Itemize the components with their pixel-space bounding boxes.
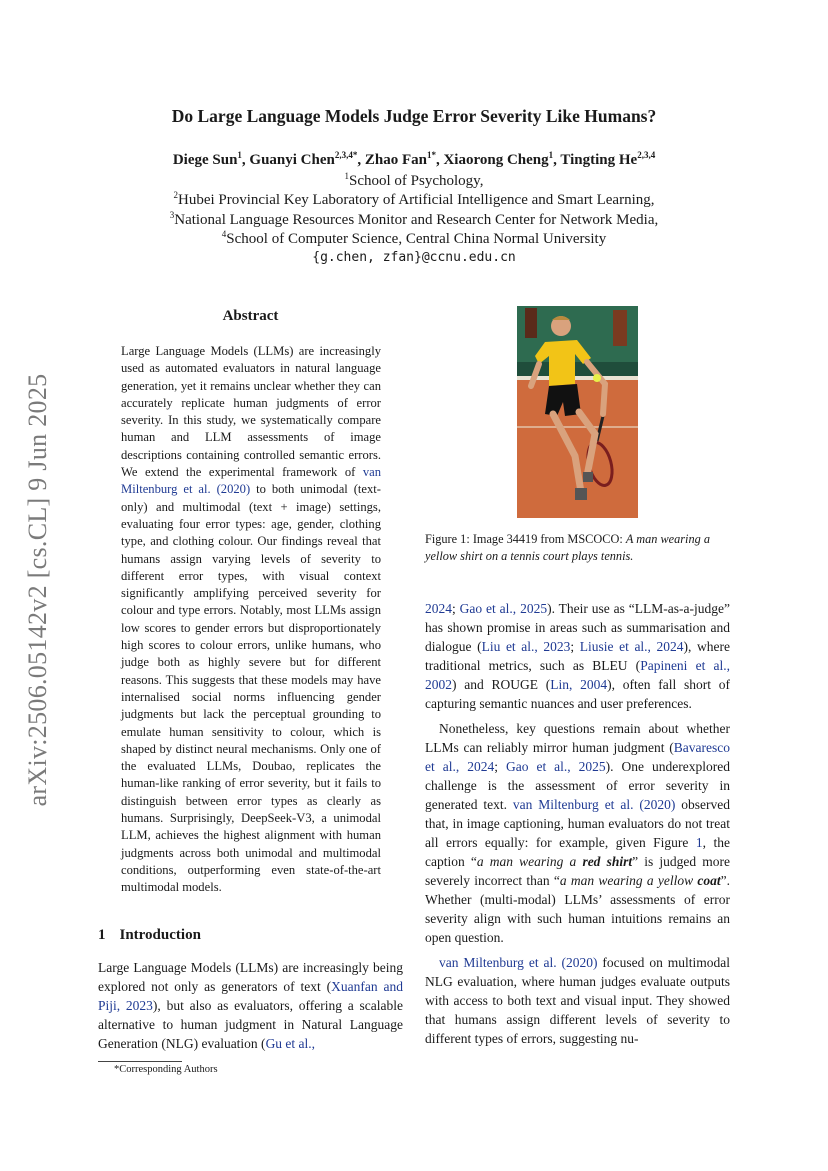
contact-email[interactable]: {g.chen, zfan}@ccnu.edu.cn [312, 250, 516, 265]
citation-link[interactable]: van Miltenburg et al. (2020) [121, 465, 381, 497]
arxiv-stamp [8, 330, 68, 850]
author-affiliation-mark: 2,3,4 [637, 150, 656, 160]
paragraph: 2024; Gao et al., 2025). Their use as “LLM-as-a-judge” has shown promise in areas such as summarisation and dialogue (Liu et al., 2023; Liusie et al., 2024), where traditional metrics, such as BLEU (Papineni et al., 2002) and ROUGE (Lin, 2004), often fall short of capturing semantic nuances and user preferences. [425, 601, 731, 711]
citation-link[interactable]: Gao et al., 2025 [505, 759, 606, 774]
tennis-photo-illustration [517, 306, 638, 518]
author-affiliation-mark: 1* [426, 150, 436, 160]
author-name: Xiaorong Cheng [443, 152, 549, 168]
abstract-body: Large Language Models (LLMs) are increasingly used as automated evaluators in natural language generation, yet it remains unclear whether they can accurately replicate human judgments of error severity. In this study, we systematically compare human and LLM assessments of image descriptions containing controlled semantic errors. We extend the experimental framework of van Miltenburg et al. (2020) to both unimodal (text-only) and multimodal (text + image) settings, evaluating four error types: age, gender, clothing type, and clothing colour. Our findings reveal that humans assign varying levels of severity to different error types, with visual context significantly amplifying perceived severity for colour and type errors. Notably, most LLMs assign low scores to gender errors but disproportionately high scores to colour errors, unlike humans, who judge both as highly severe but for different reasons. This suggests that these models may have internalised social norms influencing gender judgments but lack the perceptual grounding to emulate human sensitivity to colour, which is shaped by distinct neural mechanisms. Only one of the evaluated LLMs, Doubao, replicates the human-like ranking of error severity, but it fails to distinguish between error types as clearly as humans. Surprisingly, DeepSeek-V3, a unimodal LLM, achieves the highest alignment with human judgments across both unimodal and multimodal conditions, outperforming even state-of-the-art multimodal models. [121, 344, 381, 895]
figure-caption: Figure 1: Image 34419 from MSCOCO: A man wearing a yellow shirt on a tennis court plays tennis. [425, 532, 710, 563]
figure-ref-link[interactable]: 1 [695, 835, 703, 850]
footnote: *Corresponding Authors [114, 1064, 218, 1075]
author-name: Diege Sun [172, 152, 238, 168]
citation-link[interactable]: van Miltenburg et al. (2020) [512, 797, 676, 812]
author-affiliation-mark: 1 [237, 150, 242, 160]
figure-tennis-photo [517, 306, 638, 518]
citation-link[interactable]: Gao et al., 2025 [459, 601, 548, 616]
citation-link[interactable]: Gu et al., [265, 1036, 316, 1051]
affiliation-1: $^1$School of Psychology, [344, 171, 484, 189]
author-affiliation-mark: 2,3,4* [334, 150, 358, 160]
footnote-rule [98, 1061, 182, 1062]
arxiv-id: arXiv:2506.05142v2 [cs.CL] 9 Jun 2025 [23, 373, 52, 807]
paragraph: Nonetheless, key questions remain about whether LLMs can reliably mirror human judgment (Bavaresco et al., 2024; Gao et al., 2025). One underexplored challenge is the assessment of error severity in generated text. van Miltenburg et al. (2020) observed that, in image captioning, human evaluators do not treat all errors equally: for example, given Figure 1, the caption “a man wearing a red shirt” is judged more severely incorrect than “a man wearing a yellow coat”. Whether (multi-modal) LLMs’ assessments of error severity align with such human intuitions remains an open question. [425, 721, 731, 945]
affiliation-2: $^2$Hubei Provincial Key Laboratory of Artificial Intelligence and Smart Learning, [173, 190, 655, 208]
paragraph: van Miltenburg et al. (2020) focused on multimodal NLG evaluation, where human judges evaluate outputs with access to both text and visual input. They showed that humans assign different levels of severity to different types of errors, suggesting nu- [425, 955, 730, 1046]
citation-link[interactable]: Xuanfan and Piji, 2023 [98, 979, 403, 1013]
affiliation-3: $^3$National Language Resources Monitor and Research Center for Network Media, [169, 210, 659, 228]
section-heading: 1 Introduction [98, 927, 201, 943]
citation-link[interactable]: Liu et al., 2023 [481, 639, 571, 654]
paper-title: Do Large Language Models Judge Error Severity Like Humans? [171, 106, 657, 126]
affiliation-4: $^4$School of Computer Science, Central China Normal University [221, 229, 607, 247]
citation-link[interactable]: Papineni et al., 2002 [425, 658, 731, 692]
citation-link[interactable]: Liusie et al., 2024 [579, 639, 684, 654]
author-affiliation-mark: 1 [548, 150, 554, 160]
citation-link[interactable]: Lin, 2004 [550, 677, 608, 692]
citation-link[interactable]: Bavaresco et al., 2024 [425, 740, 730, 774]
citation-link[interactable]: 2024 [425, 601, 452, 616]
author-name: Zhao Fan [364, 152, 427, 168]
author-name: Tingting He [560, 152, 638, 168]
author-name: Guanyi Chen [249, 152, 335, 168]
right-column [425, 599, 730, 1054]
citation-link[interactable]: van Miltenburg et al. (2020) [439, 955, 598, 970]
author-list: Diege Sun$^1$, Guanyi Chen$^{2,3,4*}$, Zhao Fan$^{1*}$, Xiaorong Cheng$^1$, Tingting He$^{2,3,4}$ [172, 150, 656, 168]
abstract-heading: Abstract [222, 308, 279, 324]
intro-paragraph: Large Language Models (LLMs) are increasingly being explored not only as generators of text (Xuanfan and Piji, 2023), but also as evaluators, offering a scalable alternative to human judgment in Natural Language Generation (NLG) evaluation (Gu et al., [98, 960, 404, 1051]
